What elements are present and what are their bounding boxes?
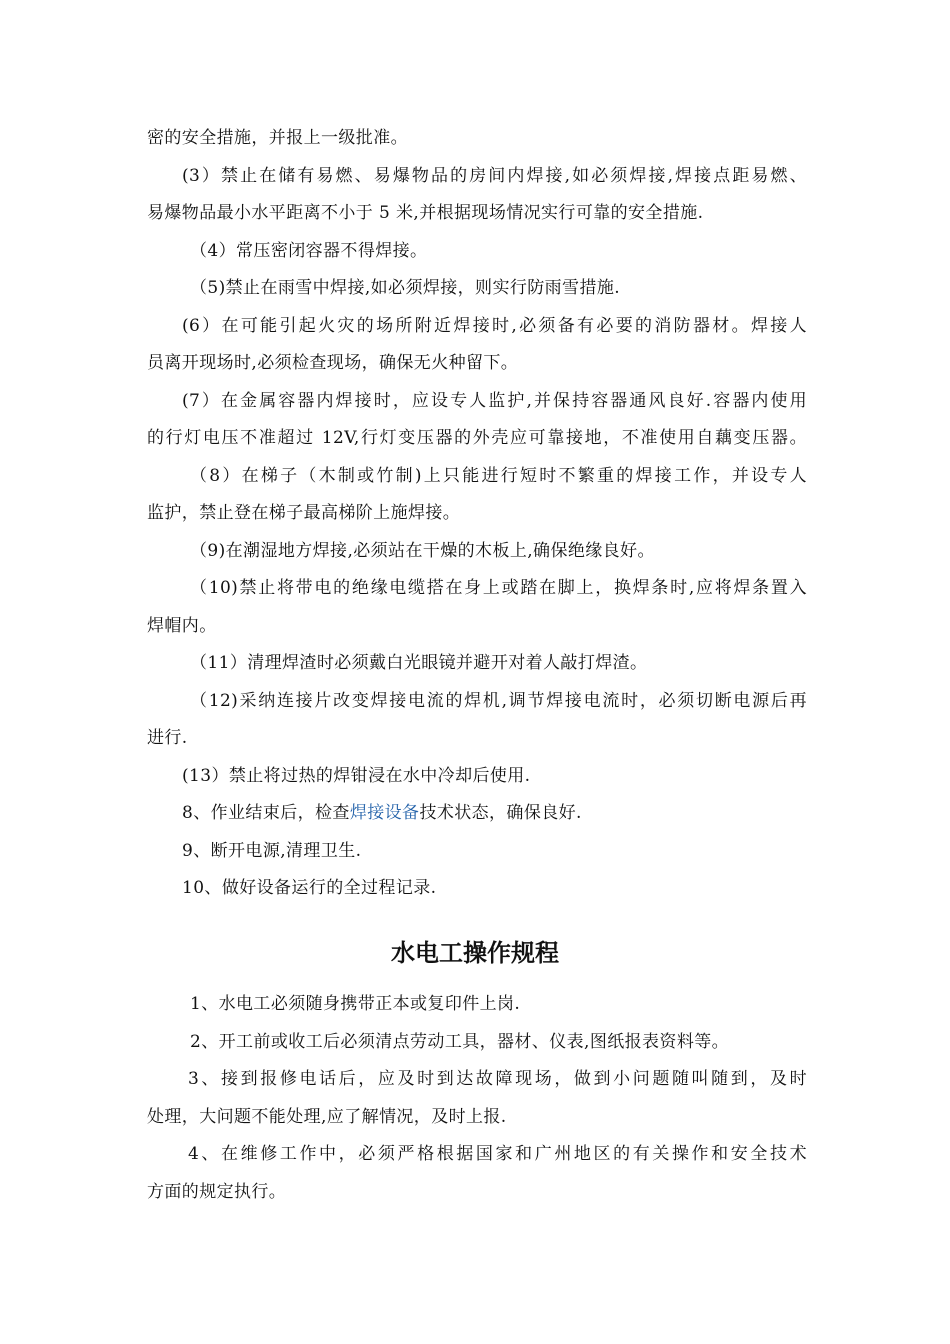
section-line: 4、在维修工作中，必须严格根据国家和广州地区的有关操作和安全技术 bbox=[188, 1144, 807, 1164]
section-line: 方面的规定执行。 bbox=[147, 1182, 287, 1202]
item-8-text-after: 技术状态，确保良好. bbox=[419, 803, 582, 823]
item-10-line: 10、做好设备运行的全过程记录. bbox=[182, 878, 437, 898]
paragraph-line: 监护，禁止登在梯子最高梯阶上施焊接。 bbox=[147, 503, 461, 523]
paragraph-line: 密的安全措施，并报上一级批准。 bbox=[147, 128, 408, 148]
item-8-line bbox=[182, 802, 582, 824]
paragraph-line: （12)采纳连接片改变焊接电流的焊机,调节焊接电流时，必须切断电源后再 bbox=[190, 691, 807, 711]
welding-equipment-link[interactable]: 焊接设备 bbox=[349, 803, 420, 823]
section-line: 1、水电工必须随身携带正本或复印件上岗. bbox=[190, 994, 521, 1014]
section-line: 处理，大问题不能处理,应了解情况，及时上报. bbox=[147, 1107, 507, 1127]
paragraph-line: (13）禁止将过热的焊钳浸在水中冷却后使用. bbox=[182, 766, 531, 786]
item-9-line: 9、断开电源,清理卫生. bbox=[182, 841, 362, 861]
paragraph-line: （8）在梯子（木制或竹制)上只能进行短时不繁重的焊接工作，并设专人 bbox=[190, 466, 807, 486]
paragraph-line: 员离开现场时,必须检查现场，确保无火种留下。 bbox=[147, 353, 519, 373]
paragraph-line: 进行. bbox=[147, 728, 188, 748]
paragraph-line: 的行灯电压不准超过 12V,行灯变压器的外壳应可靠接地，不准使用自藕变压器。 bbox=[147, 428, 807, 448]
section-line: 2、开工前或收工后必须清点劳动工具，器材、仪表,图纸报表资料等。 bbox=[190, 1032, 730, 1052]
paragraph-line: （9)在潮湿地方焊接,必须站在干燥的木板上,确保绝缘良好。 bbox=[190, 541, 655, 561]
paragraph-line: （10)禁止将带电的绝缘电缆搭在身上或踏在脚上，换焊条时,应将焊条置入 bbox=[190, 578, 807, 598]
paragraph-line: （5)禁止在雨雪中焊接,如必须焊接，则实行防雨雪措施. bbox=[190, 278, 621, 298]
paragraph-line: （11）清理焊渣时必须戴白光眼镜并避开对着人敲打焊渣。 bbox=[190, 653, 648, 673]
paragraph-line: (3）禁止在储有易燃、易爆物品的房间内焊接,如必须焊接,焊接点距易燃、 bbox=[182, 166, 807, 186]
paragraph-line: (6）在可能引起火灾的场所附近焊接时,必须备有必要的消防器材。焊接人 bbox=[182, 316, 807, 336]
paragraph-line: （4）常压密闭容器不得焊接。 bbox=[190, 241, 428, 261]
paragraph-line: (7）在金属容器内焊接时，应设专人监护,并保持容器通风良好.容器内使用 bbox=[182, 391, 807, 411]
item-8-text-before: 8、作业结束后，检查 bbox=[182, 803, 350, 823]
section-line: 3、接到报修电话后，应及时到达故障现场，做到小问题随叫随到，及时 bbox=[188, 1069, 807, 1089]
section-title: 水电工操作规程 bbox=[391, 939, 559, 967]
paragraph-line: 易爆物品最小水平距离不小于 5 米,并根据现场情况实行可靠的安全措施. bbox=[147, 203, 704, 223]
paragraph-line: 焊帽内。 bbox=[147, 616, 217, 636]
